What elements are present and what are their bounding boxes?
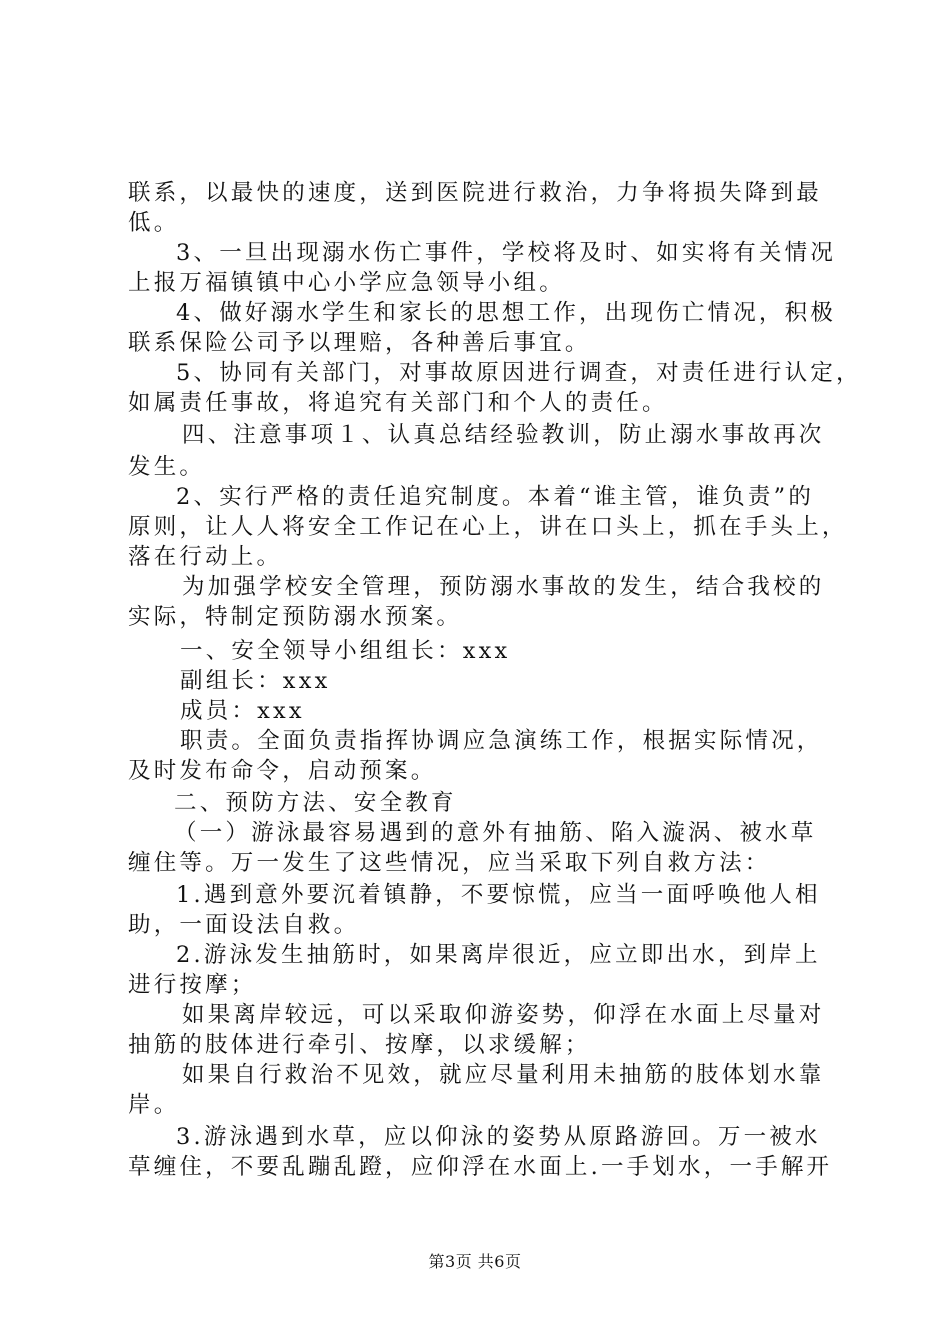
text-line: 4、做好溺水学生和家长的思想工作，出现伤亡情况，积极: [176, 300, 837, 326]
text-line: 职责。全面负责指挥协调应急演练工作，根据实际情况，: [180, 728, 823, 754]
text-line: 助，一面设法自救。: [128, 912, 360, 938]
text-line: 2、实行严格的责任追究制度。本着“谁主管，谁负责”的: [176, 484, 815, 510]
text-line: 进行按摩；: [128, 972, 257, 998]
text-line: 成员：xxx: [180, 698, 305, 724]
text-line: 2.游泳发生抽筋时，如果离岸很近，应立即出水，到岸上: [176, 942, 821, 968]
page-number-footer: 第3页 共6页: [428, 1252, 522, 1271]
text-line: 草缠住，不要乱蹦乱蹬，应仰浮在水面上.一手划水，一手解开: [128, 1154, 833, 1180]
text-line: 联系保险公司予以理赔，各种善后事宜。: [128, 330, 591, 356]
text-line: 一、安全领导小组组长：xxx: [180, 638, 511, 664]
text-line: 岸。: [128, 1092, 180, 1118]
text-line: 四、注意事项１、认真总结经验教训，防止溺水事故再次: [182, 422, 825, 448]
text-line: 缠住等。万一发生了这些情况，应当采取下列自救方法：: [128, 850, 771, 876]
text-line: 3、一旦出现溺水伤亡事件，学校将及时、如实将有关情况: [176, 240, 837, 266]
text-line: 副组长：xxx: [180, 668, 331, 694]
text-line: 3.游泳遇到水草，应以仰泳的姿势从原路游回。万一被水: [176, 1124, 821, 1150]
text-line: 发生。: [128, 454, 206, 480]
text-line: 上报万福镇镇中心小学应急领导小组。: [128, 270, 565, 296]
text-line: 实际，特制定预防溺水预案。: [128, 604, 463, 630]
text-line: 1.遇到意外要沉着镇静，不要惊慌，应当一面呼唤他人相: [176, 882, 821, 908]
text-line: 落在行动上。: [128, 544, 283, 570]
text-line: 为加强学校安全管理，预防溺水事故的发生，结合我校的: [182, 574, 825, 600]
text-line: 抽筋的肢体进行牵引、按摩，以求缓解；: [128, 1032, 591, 1058]
text-line: 5、协同有关部门，对事故原因进行调查，对责任进行认定，: [176, 360, 862, 386]
text-line: 联系，以最快的速度，送到医院进行救治，力争将损失降到最: [128, 180, 822, 206]
text-line: 如果自行救治不见效，就应尽量利用未抽筋的肢体划水靠: [182, 1062, 825, 1088]
text-line: 如果离岸较远，可以采取仰游姿势，仰浮在水面上尽量对: [182, 1002, 825, 1028]
text-line: 如属责任事故，将追究有关部门和个人的责任。: [128, 390, 668, 416]
text-line: 二、预防方法、安全教育: [174, 790, 457, 816]
text-line: 低。: [128, 210, 180, 236]
text-line: （一）游泳最容易遇到的意外有抽筋、陷入漩涡、被水草: [174, 820, 817, 846]
text-line: 及时发布命令，启动预案。: [128, 758, 437, 784]
text-line: 原则，让人人将安全工作记在心上，讲在口头上，抓在手头上，: [128, 514, 848, 540]
